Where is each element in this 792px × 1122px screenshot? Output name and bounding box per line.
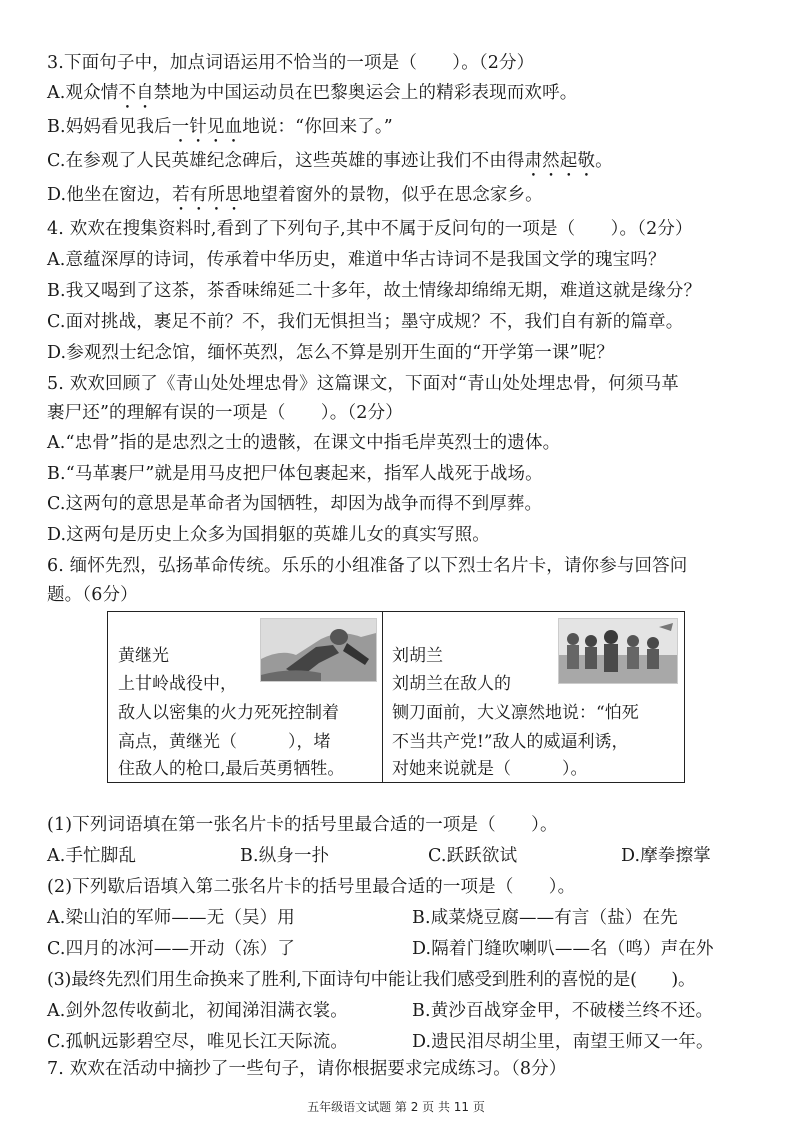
emphasized-word: 一针见血	[171, 117, 243, 137]
option-a: A.剑外忽传收蓟北，初闻涕泪满衣裳。	[47, 1001, 348, 1021]
q7-stem: 7. 欢欢在活动中摘抄了一些句子，请你根据要求完成练习。（8分）	[47, 1059, 567, 1079]
page-footer: 五年级语文试题 第 2 页 共 11 页	[307, 1100, 485, 1114]
q6-part1-stem: (1)下列词语填在第一张名片卡的括号里最合适的一项是（ ）。	[47, 815, 558, 835]
emphasized-word: 肃然起敬	[524, 151, 596, 171]
q5-option-a: A.“忠骨”指的是忠烈之士的遗骸，在课文中指毛岸英烈士的遗体。	[47, 433, 561, 453]
q4-option-a: A.意蕴深厚的诗词，传承着中华历史，难道中华古诗词不是我国文学的瑰宝吗？	[47, 250, 666, 270]
card-text-line: 敌人以密集的火力死死控制着	[118, 703, 339, 723]
q5-stem-line1: 5. 欢欢回顾了《青山处处埋忠骨》这篇课文，下面对“青山处处埋忠骨，何须马革	[47, 374, 679, 394]
q6-stem-line2: 题。（6分）	[47, 585, 138, 605]
q4-option-c: C.面对挑战，裹足不前？不，我们无惧担当；墨守成规？不，我们自有新的篇章。	[47, 312, 684, 332]
q6-part1-options	[47, 843, 752, 869]
card-text-line: 不当共产党!”敌人的威逼利诱，	[392, 732, 629, 752]
q4-option-d: D.参观烈士纪念馆，缅怀英烈，怎么不算是别开生面的“开学第一课”呢？	[47, 343, 614, 363]
emphasized-word: 不自	[118, 83, 154, 103]
option-d: D.遗民泪尽胡尘里，南望王师又一年。	[412, 1032, 714, 1052]
emphasized-word: 若有所思	[172, 185, 243, 205]
martyr-photo	[260, 618, 377, 682]
q5-stem-line2: 裹尸还”的理解有误的一项是（ ）。（2分）	[47, 403, 403, 423]
q5-option-c: C.这两句的意思是革命者为国牺牲，却因为战争而得不到厚葬。	[47, 494, 543, 514]
q6-part3-stem: (3)最终先烈们用生命换来了胜利,下面诗句中能让我们感受到胜利的喜悦的是( )。	[47, 970, 696, 990]
q6-part3-options-row2	[47, 1029, 752, 1055]
option-a: A.梁山泊的军师——无（吴）用	[47, 908, 295, 928]
q4-option-b: B.我又喝到了这茶，茶香味绵延二十多年，故土情缘却绵绵无期，难道这就是缘分？	[47, 281, 702, 301]
option-d: D.隔着门缝吹喇叭——名（鸣）声在外	[412, 939, 714, 959]
name-card-1	[108, 612, 382, 782]
card-text-line: 高点，黄继光（ ），堵	[118, 732, 331, 752]
card-text-line: 上甘岭战役中，	[118, 674, 237, 694]
q6-part2-stem: (2)下列歇后语填入第二张名片卡的括号里最合适的一项是（ ）。	[47, 877, 576, 897]
martyr-photo	[558, 618, 678, 684]
q3-option-a: A.观众情不自禁地为中国运动员在巴黎奥运会上的精彩表现而欢呼。	[47, 83, 578, 103]
card-text-line: 铡刀面前，大义凛然地说：“怕死	[392, 703, 639, 723]
card-text-line: 刘胡兰在敌人的	[392, 674, 511, 694]
card-text-line: 住敌人的枪口,最后英勇牺牲。	[118, 759, 345, 779]
option-b: B.咸菜烧豆腐——有言（盐）在先	[412, 908, 678, 928]
q4-stem: 4. 欢欢在搜集资料时,看到了下列句子,其中不属于反问句的一项是（ ）。（2分）	[47, 219, 693, 239]
name-card-2	[382, 612, 683, 782]
option-d: D.摩拳擦掌	[621, 846, 711, 866]
card-name: 刘胡兰	[392, 646, 443, 666]
q3-option-b: B.妈妈看见我后一针见血地说：“你回来了。”	[47, 117, 393, 137]
martyr-photo-image	[261, 619, 376, 681]
option-b: B.黄沙百战穿金甲，不破楼兰终不还。	[412, 1001, 714, 1021]
card-name: 黄继光	[118, 646, 169, 666]
option-c: C.四月的冰河——开动（冻）了	[47, 939, 296, 959]
q3-option-d: D.他坐在窗边，若有所思地望着窗外的景物，似乎在思念家乡。	[47, 185, 543, 205]
option-a: A.手忙脚乱	[47, 846, 137, 866]
q6-part2-options-row1	[47, 905, 752, 931]
martyr-name-cards	[107, 611, 685, 783]
option-c: C.孤帆远影碧空尽，唯见长江天际流。	[47, 1032, 349, 1052]
q5-option-b: B.“马革裹尸”就是用马皮把尸体包裹起来，指军人战死于战场。	[47, 464, 543, 484]
q3-option-c: C.在参观了人民英雄纪念碑后，这些英雄的事迹让我们不由得肃然起敬。	[47, 151, 613, 171]
option-c: C.跃跃欲试	[428, 846, 518, 866]
q3-stem: 3.下面句子中，加点词语运用不恰当的一项是（ ）。（2分）	[47, 53, 535, 73]
q6-stem-line1: 6. 缅怀先烈，弘扬革命传统。乐乐的小组准备了以下烈士名片卡，请你参与回答问	[47, 556, 688, 576]
q6-part3-options-row1	[47, 998, 752, 1024]
q5-option-d: D.这两句是历史上众多为国捐躯的英雄儿女的真实写照。	[47, 525, 490, 545]
q6-part2-options-row2	[47, 936, 752, 962]
martyr-photo-image	[559, 619, 677, 683]
card-text-line: 对她来说就是（ ）。	[392, 759, 588, 779]
option-b: B.纵身一扑	[240, 846, 330, 866]
